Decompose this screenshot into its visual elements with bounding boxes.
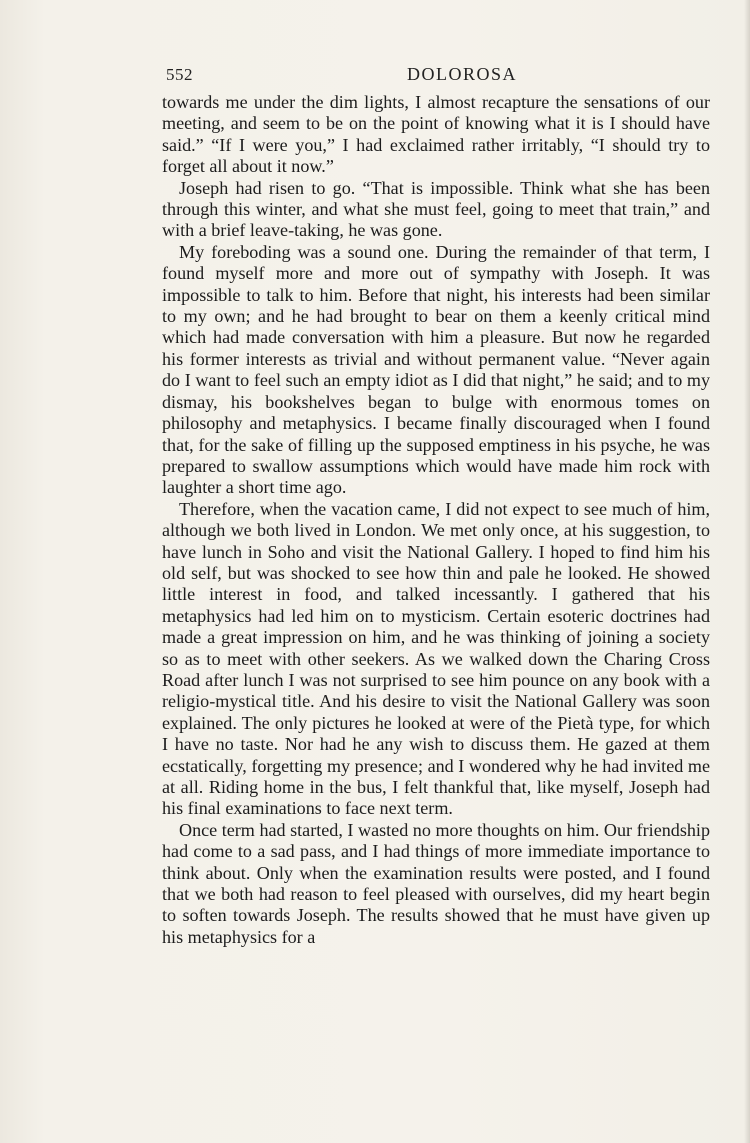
- body-text: [162, 92, 710, 948]
- running-title: DOLOROSA: [406, 64, 517, 84]
- paragraph-1: towards me under the dim lights, I almost recapture the sensations of our meeting, and seem to be on the point of knowing what it is I should have said.” “If I were you,” I had exclaimed rather irritably, “I should try to forget all about it now.”: [162, 92, 710, 177]
- paragraph-4: Therefore, when the vacation came, I did not expect to see much of him, although we both lived in London. We met only once, at his suggestion, to have lunch in Soho and visit the National Gallery. I hoped to find him his old self, but was shocked to see how thin and pale he looked. He showed little interest in food, and talked incessantly. I gathered that his metaphysics had led him on to mysticism. Certain esoteric doctrines had made a great impression on him, and he was thinking of joining a society so as to meet with other seekers. As we walked down the Charing Cross Road after lunch I was not surprised to see him pounce on any book with a religio-mystical title. And his desire to visit the National Gallery was soon explained. The only pictures he looked at were of the Pietà type, for which I have no taste. Nor had he any wish to discuss them. He gazed at them ecstatically, forgetting my presence; and I wondered why he had invited me at all. Riding home in the bus, I felt thankful that, like myself, Joseph had his final examinations to face next term.: [162, 498, 710, 819]
- page-edge-shadow: [744, 0, 750, 1143]
- paragraph-5: Once term had started, I wasted no more thoughts on him. Our friendship had come to a sad pass, and I had things of more immediate importance to think about. Only when the examination results were posted, and I found that we both had reason to feel pleased with ourselves, did my heart begin to soften towards Joseph. The results showed that he must have given up his metaphysics for a: [162, 819, 710, 947]
- page-header: [162, 62, 710, 88]
- paragraph-3: My foreboding was a sound one. During the remainder of that term, I found myself more and more out of sympathy with Joseph. It was impossible to talk to him. Before that night, his interests had been similar to my own; and he had brought to bear on them a keenly critical mind which had made conversation with him a pleasure. But now he regarded his former interests as trivial and without permanent value. “Never again do I want to feel such an empty idiot as I did that night,” he said; and to my dismay, his bookshelves began to bulge with enormous tomes on philosophy and metaphysics. I became finally discouraged when I found that, for the sake of filling up the supposed emptiness in his psyche, he was prepared to swallow assumptions which would have made him rock with laughter a short time ago.: [162, 241, 710, 498]
- paragraph-2: Joseph had risen to go. “That is impossible. Think what she has been through this winter, and what she must feel, going to meet that train,” and with a brief leave-taking, he was gone.: [162, 177, 710, 241]
- page-number: 552: [166, 65, 193, 84]
